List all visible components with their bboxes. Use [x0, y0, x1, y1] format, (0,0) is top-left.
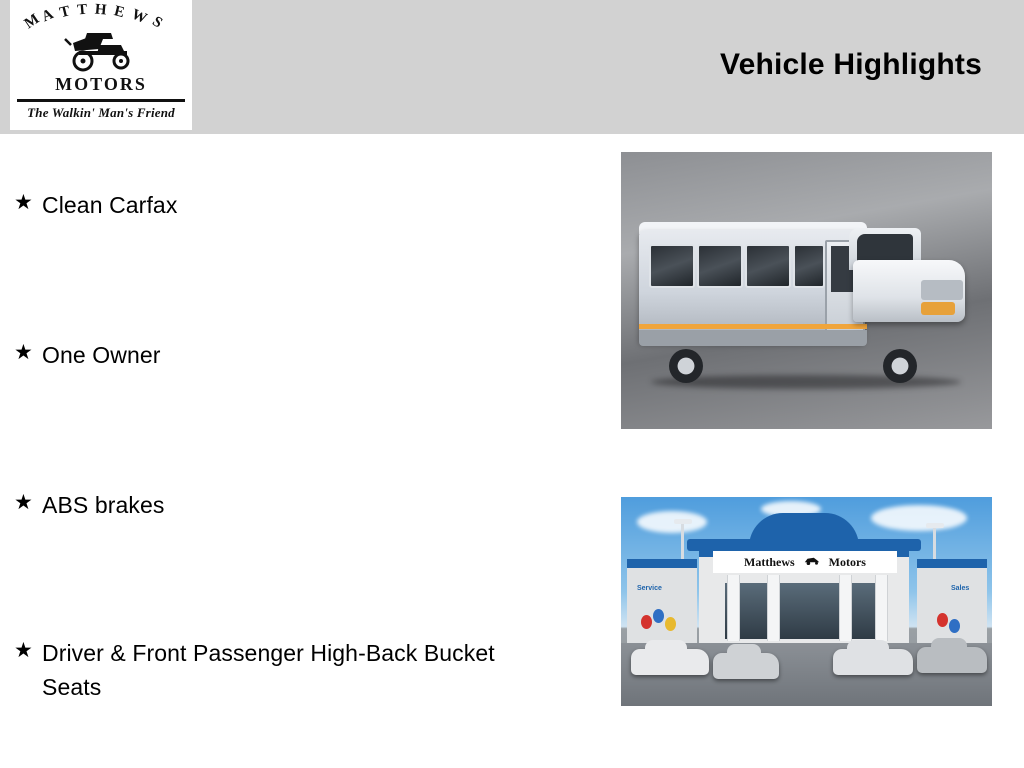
car-roof — [931, 638, 967, 650]
bus-window — [697, 244, 743, 288]
building-glass — [725, 583, 883, 639]
logo-arc-letter: E — [112, 3, 126, 22]
star-icon: ★ — [14, 191, 33, 214]
list-item — [14, 188, 584, 222]
car-roof — [645, 640, 687, 652]
logo-tagline: The Walkin' Man's Friend — [27, 105, 175, 120]
list-item-label: ABS brakes — [42, 492, 165, 518]
bus-window — [793, 244, 825, 288]
car — [833, 649, 913, 675]
vintage-car-icon — [59, 27, 143, 73]
bus-headlight — [921, 302, 955, 315]
logo-divider — [17, 99, 185, 102]
building-wing-left — [627, 559, 697, 652]
sign-text-left: Matthews — [744, 554, 795, 569]
star-icon: ★ — [14, 491, 33, 514]
light-pole-head — [674, 519, 692, 524]
logo-arc-letter: M — [21, 10, 43, 33]
balloon — [949, 619, 960, 633]
car — [631, 649, 709, 675]
dealership-sign — [713, 551, 897, 573]
balloon — [937, 613, 948, 627]
logo-arc-letter: A — [39, 6, 56, 26]
bus-wheel — [669, 349, 703, 383]
balloon — [653, 609, 664, 623]
car-roof — [727, 644, 761, 656]
dealer-logo — [10, 0, 192, 130]
list-item — [14, 488, 584, 522]
cloud — [871, 505, 967, 531]
car — [713, 653, 779, 679]
wing-right-label: Sales — [951, 585, 970, 592]
slide-header — [0, 0, 1024, 134]
sign-car-icon — [803, 555, 821, 570]
vehicle-photo — [621, 152, 992, 429]
list-item-label: One Owner — [42, 342, 161, 368]
building-column — [767, 575, 780, 641]
list-item-label: Clean Carfax — [42, 192, 178, 218]
balloon — [641, 615, 652, 629]
list-item-label: Driver & Front Passenger High-Back Bucket Seats — [42, 640, 495, 700]
bus-wheel — [883, 349, 917, 383]
logo-arc-letter: H — [94, 1, 108, 19]
bus-grille — [921, 280, 963, 300]
dealership-photo — [621, 497, 992, 706]
cloud — [637, 511, 707, 533]
star-icon: ★ — [14, 639, 33, 662]
logo-brand-bottom: MOTORS — [55, 74, 147, 94]
balloon — [665, 617, 676, 631]
car-roof — [847, 640, 889, 652]
page-title: Vehicle Highlights — [720, 48, 982, 81]
list-item — [14, 338, 584, 372]
logo-arc-letter: W — [129, 6, 150, 28]
list-item — [14, 636, 584, 704]
bus-window — [649, 244, 695, 288]
car — [917, 647, 987, 673]
light-pole-head — [926, 523, 944, 528]
bus-window — [745, 244, 791, 288]
star-icon: ★ — [14, 341, 33, 364]
logo-arc-letter: T — [58, 3, 72, 22]
logo-arc-letter: S — [149, 13, 166, 32]
building-column — [875, 575, 888, 641]
logo-arc-letter: T — [76, 1, 88, 19]
bus-stripe — [639, 324, 867, 329]
logo-brand-arc — [21, 1, 176, 33]
wing-left-label: Service — [637, 585, 662, 592]
bus-skirt — [639, 330, 867, 346]
building-column — [727, 575, 740, 641]
sign-text-right: Motors — [828, 554, 866, 569]
building-column — [839, 575, 852, 641]
